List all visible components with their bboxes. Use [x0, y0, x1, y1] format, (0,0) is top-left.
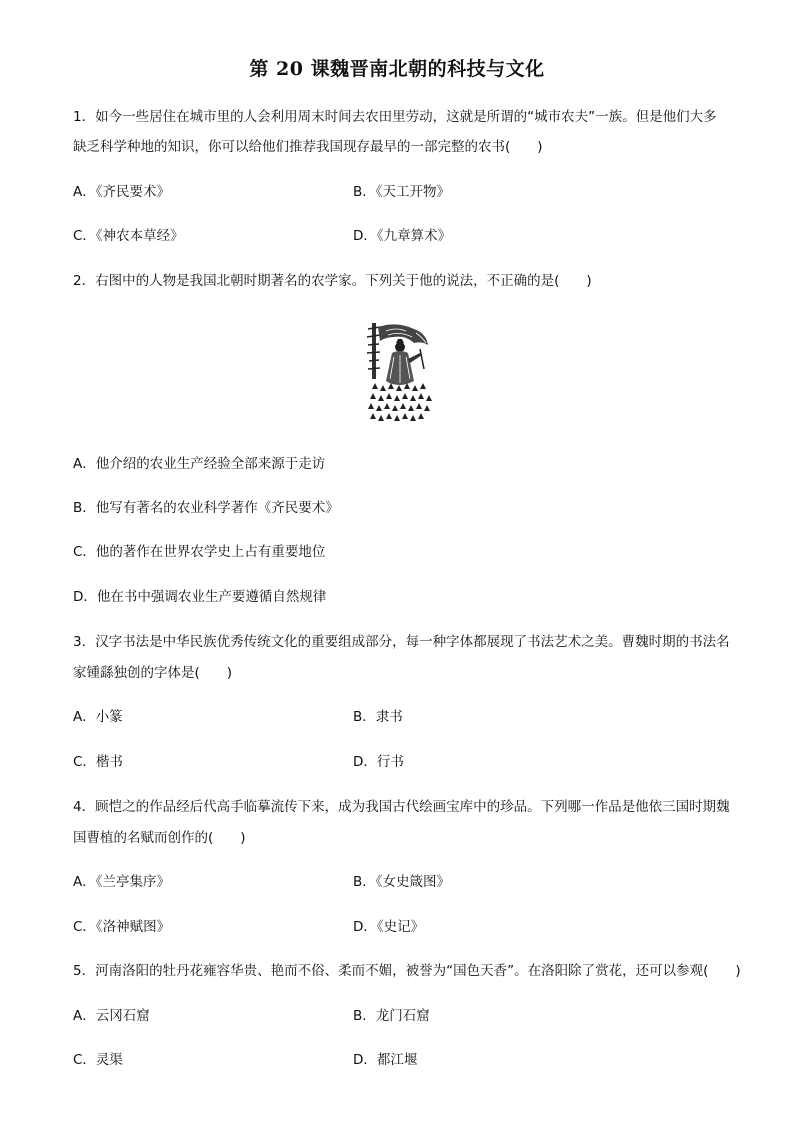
- question-3-stem-line-1: 3．汉字书法是中华民族优秀传统文化的重要组成部分，每一种字体都展现了书法艺术之美。曹魏时期的书法名: [73, 634, 730, 650]
- question-5-option-c[interactable]: C．灵渠: [73, 1052, 123, 1068]
- question-5-stem-line-1: 5．河南洛阳的牡丹花雍容华贵、艳而不俗、柔而不媚，被誉为“国色天香”。在洛阳除了赏花，还可以参观( ): [73, 963, 741, 979]
- question-4-stem-line-2: 国曹植的名赋而创作的( ): [73, 830, 246, 846]
- question-1-option-c[interactable]: C．《神农本草经》: [73, 228, 184, 244]
- farmer-portrait-figure: [366, 319, 434, 425]
- question-1-stem-line-1: 1．如今一些居住在城市里的人会利用周末时间去农田里劳动，这就是所谓的“城市农夫”一族。但是他们大多: [73, 109, 717, 125]
- portrait-illustration-icon: [366, 319, 434, 425]
- question-5-option-b[interactable]: B．龙门石窟: [353, 1008, 430, 1024]
- question-5-option-d[interactable]: D．都江堰: [353, 1052, 418, 1068]
- question-2-option-c[interactable]: C．他的著作在世界农学史上占有重要地位: [73, 544, 326, 560]
- question-2-option-d[interactable]: D．他在书中强调农业生产要遵循自然规律: [73, 589, 327, 605]
- page-title: 第 20 课魏晋南北朝的科技与文化: [249, 58, 545, 80]
- question-4-option-d[interactable]: D．《史记》: [353, 919, 425, 935]
- question-3-stem-line-2: 家锺繇独创的字体是( ): [73, 665, 233, 681]
- question-3-option-b[interactable]: B．隶书: [353, 709, 403, 725]
- question-1-option-a[interactable]: A．《齐民要术》: [73, 184, 170, 200]
- question-2-option-b[interactable]: B．他写有著名的农业科学著作《齐民要术》: [73, 500, 339, 516]
- question-4-option-a[interactable]: A．《兰亭集序》: [73, 874, 170, 890]
- question-1-stem-line-2: 缺乏科学种地的知识，你可以给他们推荐我国现存最早的一部完整的农书( ): [73, 139, 543, 155]
- question-1-option-b[interactable]: B．《天工开物》: [353, 184, 451, 200]
- question-3-option-d[interactable]: D．行书: [353, 754, 404, 770]
- question-4-option-b[interactable]: B．《女史箴图》: [353, 874, 451, 890]
- question-2-option-a[interactable]: A．他介绍的农业生产经验全部来源于走访: [73, 456, 326, 472]
- question-5-option-a[interactable]: A．云冈石窟: [73, 1008, 150, 1024]
- question-4-option-c[interactable]: C．《洛神赋图》: [73, 919, 171, 935]
- question-1-option-d[interactable]: D．《九章算术》: [353, 228, 452, 244]
- question-3-option-a[interactable]: A．小篆: [73, 709, 123, 725]
- question-2-stem-line-1: 2．右图中的人物是我国北朝时期著名的农学家。下列关于他的说法，不正确的是( ): [73, 273, 592, 289]
- question-3-option-c[interactable]: C．楷书: [73, 754, 123, 770]
- question-4-stem-line-1: 4．顾恺之的作品经后代高手临摹流传下来，成为我国古代绘画宝库中的珍品。下列哪一作品是他依三国时期魏: [73, 799, 730, 815]
